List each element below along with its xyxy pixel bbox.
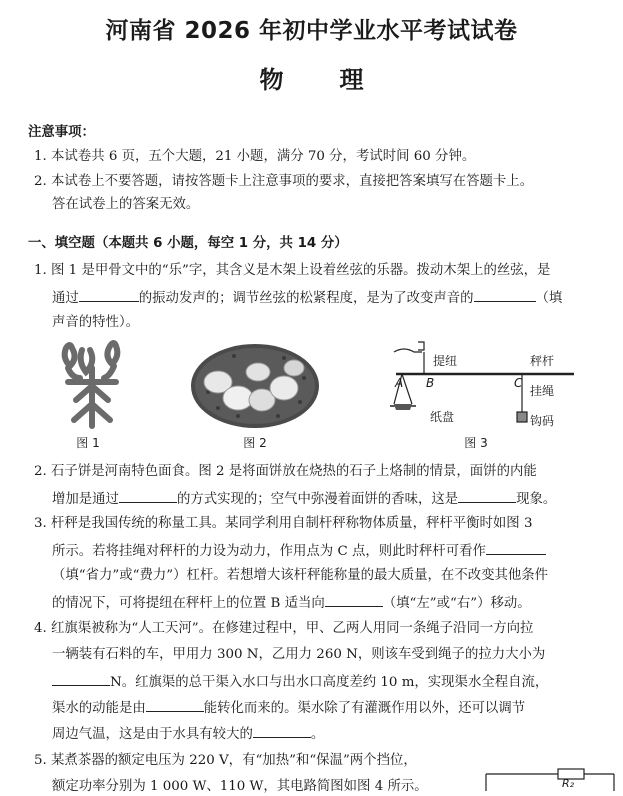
q3-line-1: 3. 杆秤是我国传统的称量工具。某同学利用自制杆秤称物体质量，秤杆平衡时如图 3: [34, 516, 533, 531]
figure-3-steelyard: [388, 338, 588, 430]
subject-title: 物理: [259, 66, 420, 94]
figure-3-label-chenggan: 秤杆: [530, 354, 555, 368]
figure-3-label-gouma: 钩码: [530, 414, 555, 428]
q1-text: （填: [535, 291, 563, 306]
figure-3-label-zhipan: 纸盘: [430, 410, 455, 424]
q4-line-3: [52, 672, 548, 692]
note-item-2-cont: 答在试卷上的答案无效。: [52, 197, 200, 212]
note-item-1: 1. 本试卷共 6 页，五个大题，21 小题，满分 70 分，考试时间 60 分钟。: [34, 149, 476, 164]
q5-line-1: 5. 某煮茶器的额定电压为 220 V，有“加热”和“保温”两个挡位，: [34, 753, 417, 768]
q3-text: 的情况下，可将提纽在秤杆上的位置 B 适当向: [52, 596, 325, 611]
figure-3-caption: 图 3: [464, 436, 488, 450]
answer-blank[interactable]: [52, 672, 110, 686]
section-1-heading: 一、填空题（本题共 6 小题，每空 1 分，共 14 分）: [28, 236, 348, 251]
q2-text: 增加是通过: [52, 492, 119, 507]
q3-line-4: [52, 593, 531, 613]
q4-text: 能转化而来的。渠水除了有灌溉作用以外，还可以调节: [203, 701, 526, 716]
answer-blank[interactable]: [325, 593, 383, 607]
q4-text: 周边气温，这是由于水具有较大的: [52, 727, 253, 742]
figure-3-label-guasheng: 挂绳: [530, 384, 555, 398]
q1-text: 通过: [52, 291, 79, 306]
answer-blank[interactable]: [458, 489, 516, 503]
note-item-2: 2. 本试卷上不要答题，请按答题卡上注意事项的要求，直接把答案填写在答题卡上。: [34, 174, 534, 189]
figure-1-caption: 图 1: [76, 436, 100, 450]
q4-line-4: [52, 698, 525, 718]
q2-text: 的方式实现的；空气中弥漫着面饼的香味，这是: [176, 492, 459, 507]
figure-3-label-b: B: [426, 376, 435, 390]
figure-2-stone-bread: [188, 342, 322, 430]
figure-3-label-tizhu: 提纽: [433, 354, 458, 368]
q5-line-2: 额定功率分别为 1 000 W、110 W，其电路简图如图 4 所示。: [52, 779, 428, 794]
q3-text: （填“左”或“右”）移动。: [382, 596, 531, 611]
exam-title: 河南省 2026 年初中学业水平考试试卷: [105, 18, 518, 44]
q3-line-3: （填“省力”或“费力”）杠杆。若想增大该杆秤能称量的最大质量，在不改变其他条件: [52, 568, 549, 583]
figure-1-oracle-character: [58, 338, 126, 430]
notes-heading: 注意事项：: [28, 125, 95, 140]
q1-text: 的振动发声的；调节丝弦的松紧程度，是为了改变声音的: [138, 291, 474, 306]
figure-3-label-a: A: [395, 376, 404, 390]
answer-blank[interactable]: [79, 288, 139, 302]
answer-blank[interactable]: [486, 541, 546, 555]
answer-blank[interactable]: [474, 288, 536, 302]
q2-text: 现象。: [516, 492, 557, 507]
q4-text: N。红旗渠的总干渠入水口与出水口高度差约 10 m，实现渠水全程自流，: [110, 675, 549, 690]
figure-3-label-c: C: [514, 376, 523, 390]
q3-line-2: [52, 541, 546, 561]
q4-line-5: [52, 724, 324, 744]
q1-line-3: 声音的特性）。: [52, 315, 140, 330]
q2-line-1: 2. 石子饼是河南特色面食。图 2 是将面饼放在烧热的石子上烙制的情景，面饼的内能: [34, 464, 537, 479]
answer-blank[interactable]: [119, 489, 177, 503]
q1-line-1: 1. 图 1 是甲骨文中的“乐”字，其含义是木架上设着丝弦的乐器。拨动木架上的丝弦，是: [34, 263, 551, 278]
figure-4-circuit: [480, 764, 620, 791]
figure-2-caption: 图 2: [243, 436, 267, 450]
q4-line-2: 一辆装有石料的车，甲用力 300 N，乙用力 260 N，则该车受到绳子的拉力大小为: [52, 647, 546, 662]
q2-line-2: [52, 489, 556, 509]
figure-4-label-r2: R₂: [562, 777, 575, 790]
q1-line-2: [52, 288, 562, 308]
q4-text: 。: [310, 727, 325, 742]
answer-blank[interactable]: [253, 724, 311, 738]
answer-blank[interactable]: [146, 698, 204, 712]
q4-text: 渠水的动能是由: [52, 701, 146, 716]
q4-line-1: 4. 红旗渠被称为“人工天河”。在修建过程中，甲、乙两人用同一条绳子沿同一方向拉: [34, 621, 534, 636]
q3-text: 所示。若将挂绳对秤杆的力设为动力，作用点为 C 点，则此时秤杆可看作: [52, 544, 486, 559]
